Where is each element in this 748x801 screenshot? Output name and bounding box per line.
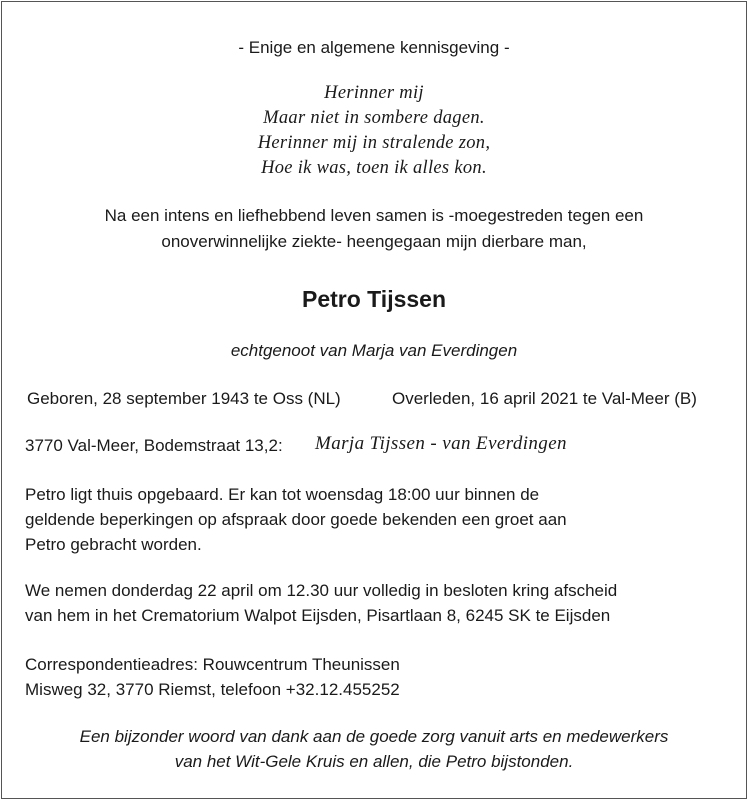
address: 3770 Val-Meer, Bodemstraat 13,2:: [25, 436, 283, 455]
intro-line: onoverwinnelijke ziekte- heengegaan mijn dierbare man,: [161, 232, 587, 251]
poem-line: Maar niet in sombere dagen.: [263, 108, 485, 128]
viewing-line: Petro gebracht worden.: [25, 535, 202, 554]
correspondence-line: Correspondentieadres: Rouwcentrum Theunissen: [25, 655, 400, 674]
poem-line: Herinner mij: [324, 83, 424, 103]
deceased-name: Petro Tijssen: [301, 286, 447, 312]
poem-line: Hoe ik was, toen ik alles kon.: [261, 158, 487, 178]
poem-line: Herinner mij in stralende zon,: [257, 133, 491, 153]
notice-header: - Enige en algemene kennisgeving -: [238, 38, 510, 57]
intro-line: Na een intens en liefhebbend leven samen is -moegestreden tegen een: [104, 206, 644, 225]
thanks-line: van het Wit-Gele Kruis en allen, die Petro bijstonden.: [174, 752, 574, 771]
viewing-line: geldende beperkingen op afspraak door goede bekenden een groet aan: [25, 510, 567, 529]
farewell-line: van hem in het Crematorium Walpot Eijsden, Pisartlaan 8, 6245 SK te Eijsden: [25, 606, 611, 625]
viewing-line: Petro ligt thuis opgebaard. Er kan tot woensdag 18:00 uur binnen de: [25, 485, 540, 504]
signature: Marja Tijssen - van Everdingen: [315, 433, 567, 454]
birth-info: Geboren, 28 september 1943 te Oss (NL): [27, 389, 341, 408]
farewell-line: We nemen donderdag 22 april om 12.30 uur volledig in besloten kring afscheid: [25, 581, 618, 600]
spouse-line: echtgenoot van Marja van Everdingen: [230, 341, 518, 360]
death-info: Overleden, 16 april 2021 te Val-Meer (B): [392, 389, 697, 408]
correspondence-line: Misweg 32, 3770 Riemst, telefoon +32.12.455252: [25, 680, 400, 699]
death-notice-card: [1, 1, 747, 799]
thanks-line: Een bijzonder woord van dank aan de goede zorg vanuit arts en medewerkers: [79, 727, 669, 746]
